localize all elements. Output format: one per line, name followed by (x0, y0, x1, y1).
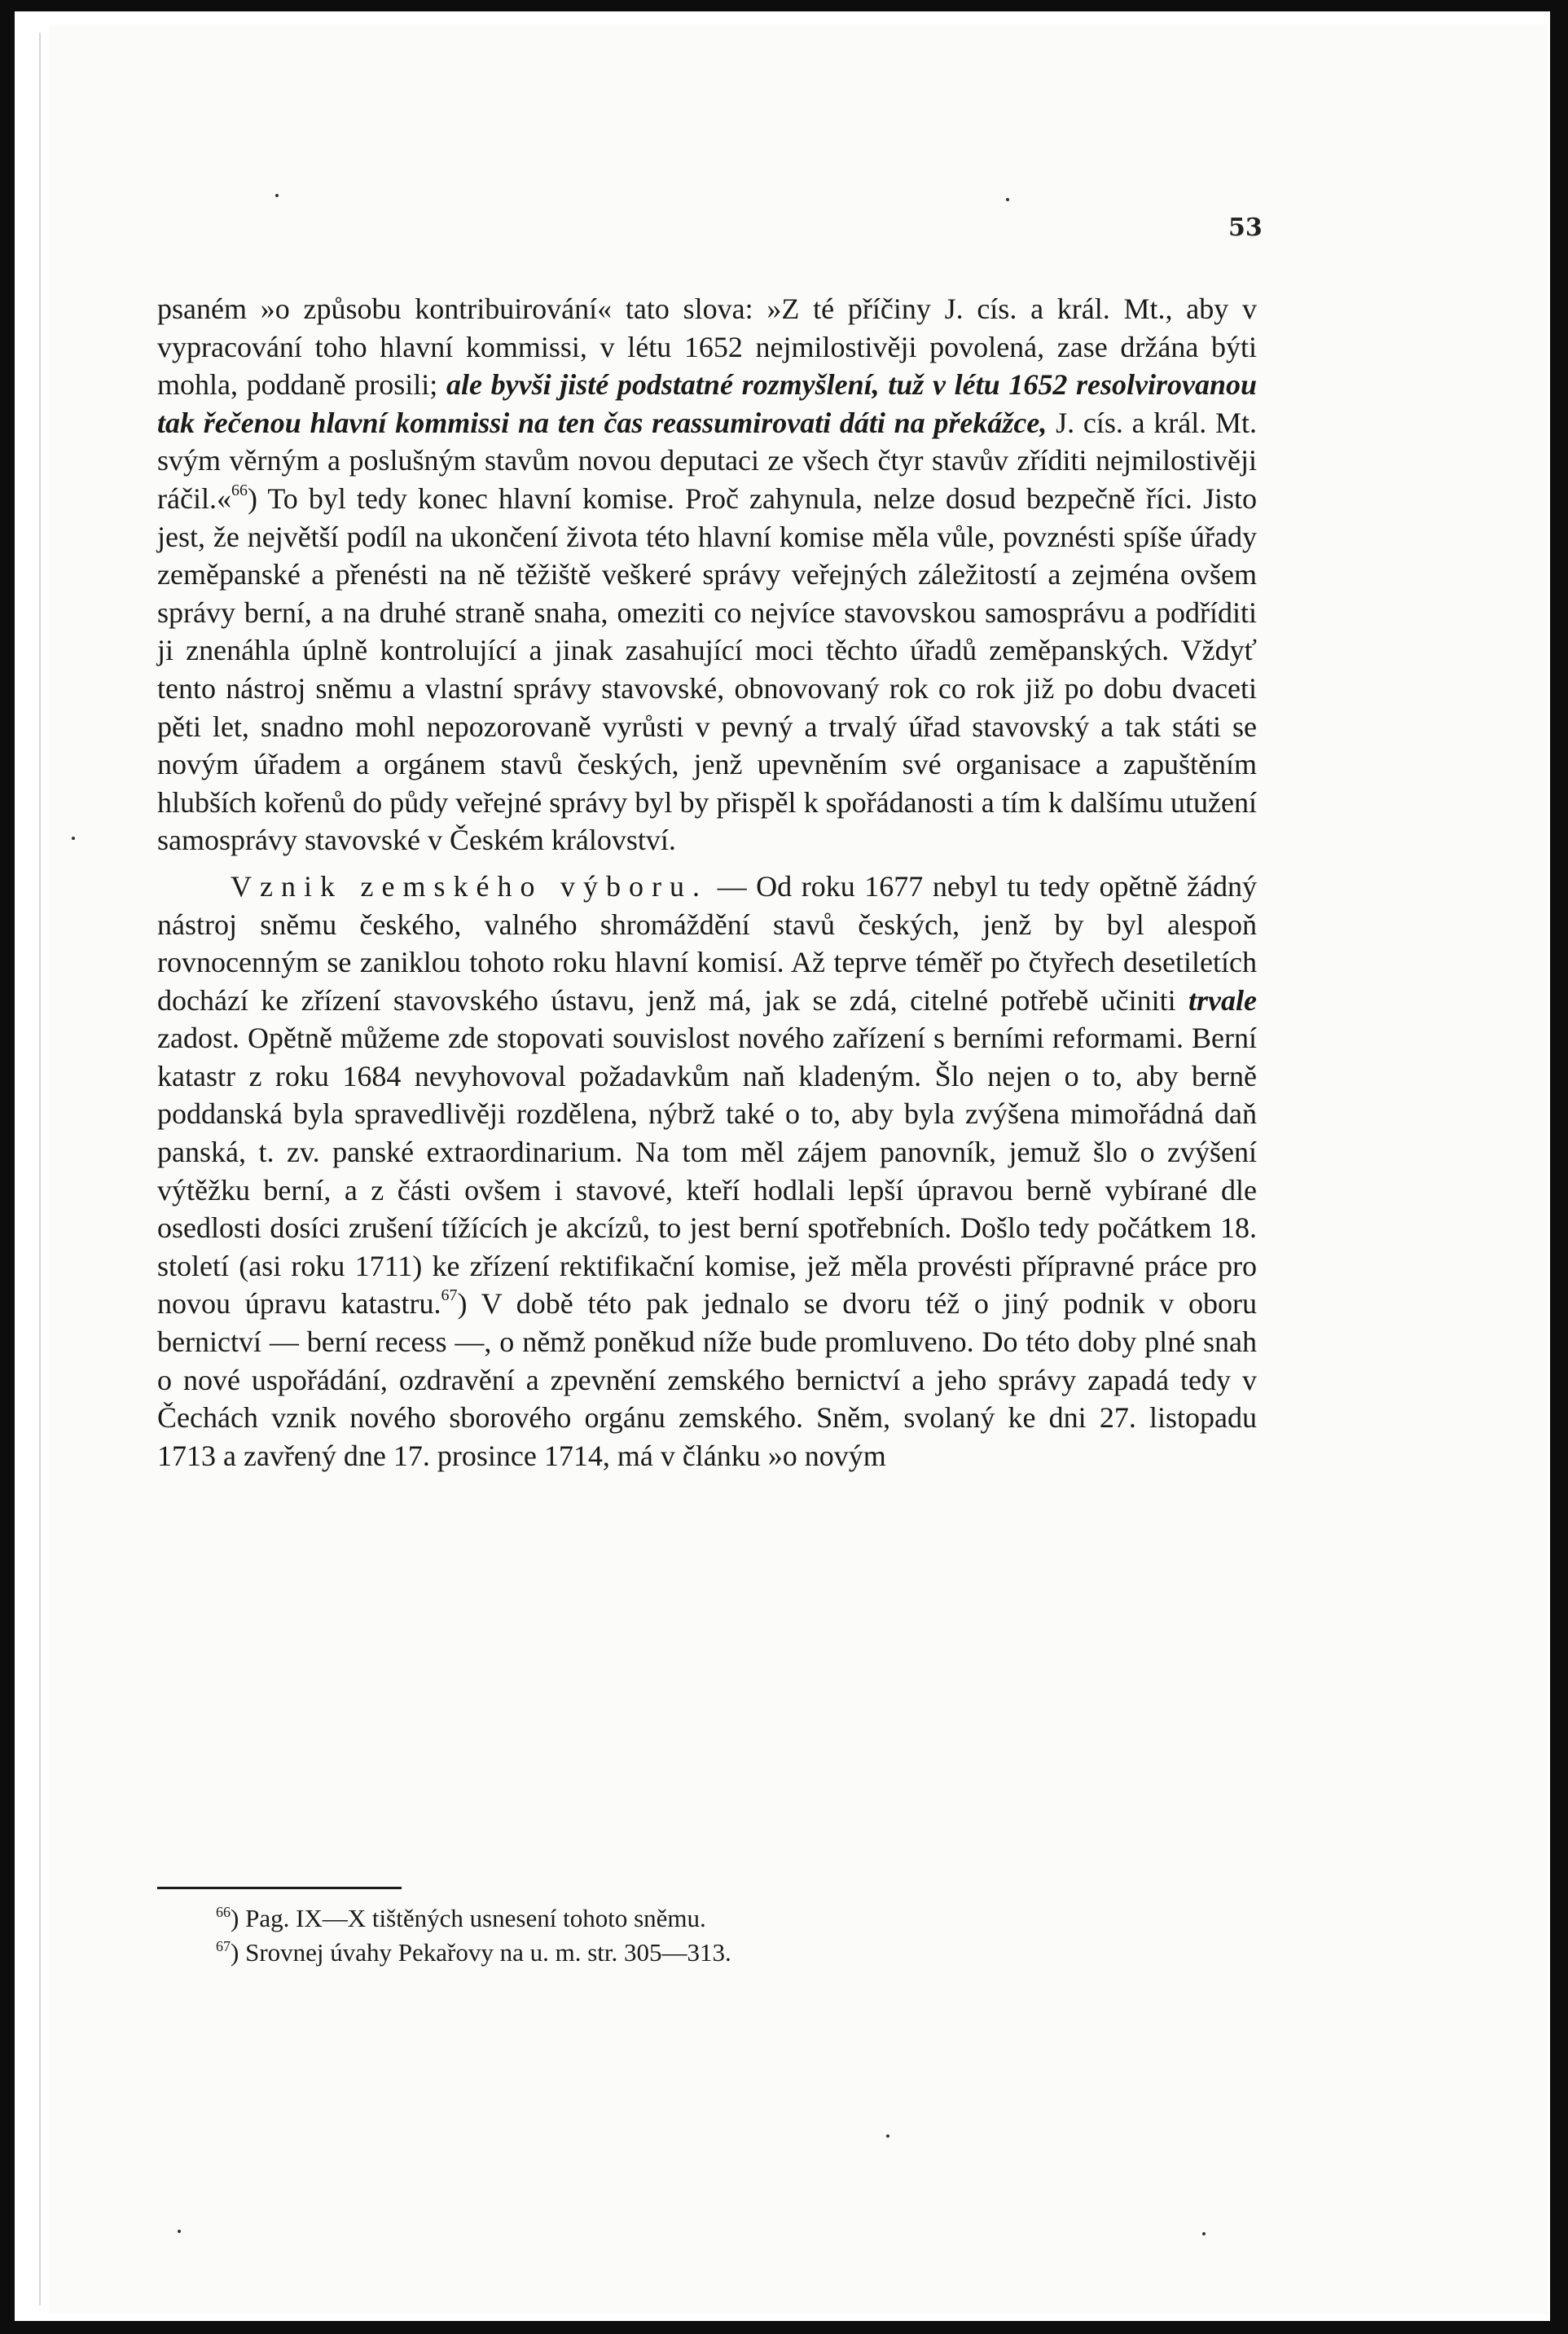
paragraph-2 (157, 868, 1257, 1475)
dust-speck (275, 194, 279, 197)
footnote-marker: 66 (216, 1904, 231, 1920)
dust-speck (72, 837, 75, 840)
dust-speck (1006, 198, 1009, 201)
footnote-ref-66: 66 (231, 481, 248, 499)
paragraph-1 (157, 290, 1257, 859)
footnote-text: ) Srovnej úvahy Pekařovy na u. m. str. 305—313. (231, 1938, 731, 1967)
p1-italic-quote: ale byvši jisté podstatné rozmyšlení, tuž v létu 1652 resolvirovanou tak řečenou hlavní kommissi na ten čas reassumirovati dáti na překážce, (157, 368, 1258, 439)
section-heading-inline: Vznik zemského výboru. (231, 869, 709, 903)
footnote-67 (216, 1936, 1234, 1970)
footnotes (216, 1901, 1234, 1970)
footnote-66 (216, 1901, 1234, 1936)
page-number: 53 (1228, 213, 1263, 242)
p1-text-b: J. cís. a král. Mt. svým věrným a poslušným stavům novou deputaci ze všech čtyr stavův zříditi nejmilostivěji ráčil.« (157, 406, 1257, 515)
dust-speck (178, 2230, 181, 2233)
scan-edge-shadow (39, 33, 41, 2305)
dust-speck (1202, 2232, 1206, 2235)
p1-text-c: ) To byl tedy konec hlavní komise. Proč zahynula, nelze dosud bezpečně říci. Jisto jest, že největší podíl na ukončení života této hlavní komise měla vůle, povznésti spíše úřady zeměpanské a přenésti na ně těžiště veškeré správy veřejných záležitostí a zejména ovšem správy berní, a na druhé straně snaha, omeziti co nejvíce stavovskou samosprávu a podříditi ji znenáhla úplně kontrolující a jinak zasahující moci těchto úřadů zeměpanských. Vždyť tento nástroj sněmu a vlastní správy stavovské, obnovovaný rok co rok již po dobu dvaceti pěti let, snadno mohl nepozorovaně vyrůsti v pevný a trvalý úřad stavovský a tak státi se novým úřadem a orgánem stavů českých, jenž upevněním své organisace a zapuštěním hlubších kořenů do půdy veřejné správy byl by přispěl k spořádanosti a tím k dalšímu utužení samosprávy stavovské v Českém království. (157, 481, 1257, 857)
p1-text-a: psaném »o způsobu kontribuirování« tato slova: »Z té příčiny J. cís. a král. Mt., aby v vypracování toho hlavní kommissi, v létu 1652 nejmilostivěji povolená, zase držána býti mohla, poddaně prosili; (157, 292, 1257, 402)
footnote-text: ) Pag. IX—X tištěných usnesení tohoto sněmu. (231, 1904, 706, 1932)
footnote-divider (157, 1887, 402, 1889)
body-text (157, 290, 1257, 1475)
p2-text-c: ) V době této pak jednalo se dvoru též o jiný podnik v oboru bernictví — berní recess —, o němž poněkud níže bude promluveno. Do této doby plné snah o nové uspořádání, ozdravění a zpevnění zemského bernictví a jeho správy zapadá tedy v Čechách vznik nového sborového orgánu zemského. Sněm, svolaný ke dni 27. listopadu 1713 a zavřený dne 17. prosince 1714, má v článku »o novým (157, 1287, 1257, 1472)
dust-speck (886, 2134, 889, 2138)
p2-text-b: zadost. Opětně můžeme zde stopovati souvislost nového zařízení s berními reformami. Berní katastr z roku 1684 nevyhovoval požadavkům naň kladeným. Šlo nejen o to, aby berně poddanská byla spravedlivěji rozdělena, nýbrž také o to, aby byla zvýšena mimořádná daň panská, t. zv. panské extraordinarium. Na tom měl zájem panovník, jemuž šlo o zvýšení výtěžku berní, a z části ovšem i stavové, kteří hodlali lepší úpravou berně vybírané dle osedlosti dosíci zrušení tížících je akcízů, to jest berní spotřebních. Došlo tedy počátkem 18. století (asi roku 1711) ke zřízení rektifikační komise, jež měla provésti přípravné práce pro novou úpravu katastru. (157, 1022, 1257, 1321)
footnote-ref-67: 67 (441, 1286, 458, 1305)
p2-italic-trvale: trvale (1188, 983, 1257, 1017)
footnote-marker: 67 (216, 1938, 231, 1954)
p2-text-a: — Od roku 1677 nebyl tu tedy opětně žádný nástroj sněmu českého, valného shromáždění stavů českých, jenž by byl alespoň rovnocenným se zaniklou tohoto roku hlavní komisí. Až teprve téměř po čtyřech desetiletích dochází ke zřízení stavovského ústavu, jenž má, jak se zdá, citelné potřebě učiniti (157, 869, 1257, 1017)
